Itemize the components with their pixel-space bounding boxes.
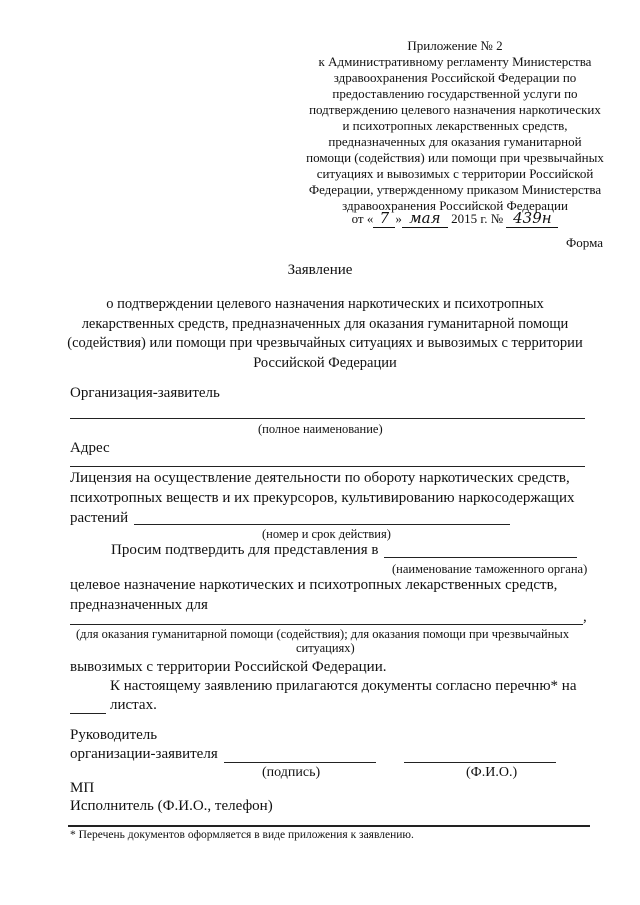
license-number-field[interactable] [134,524,510,525]
header-line: здравоохранения Российской Федерации [342,198,568,213]
full-name-caption: (Ф.И.О.) [466,765,518,780]
date-prefix: от « [351,211,374,226]
address-label: Адрес [70,440,110,456]
attachments-text: К настоящему заявлению прилагаются документы согласно перечню* на [110,678,577,694]
full-name-field[interactable] [404,762,556,763]
org-name-field[interactable] [70,418,585,419]
license-caption: (номер и срок действия) [262,527,391,541]
license-text-line: растений [70,510,129,526]
export-text: вывозимых с территории Российской Федерации. [70,659,387,675]
header-line: предназначенных для оказания гуманитарной [328,134,582,149]
header-line: помощи (содействия) или помощи при чрезвычайных [306,150,604,165]
header-line: предоставлению государственной услуги по [332,86,578,101]
header-line: ситуациях и вывозимых с территории Российской [316,166,594,181]
handwritten-number: 439н [506,211,558,228]
license-text-line: психотропных веществ и их прекурсоров, культивированию наркосодержащих [70,490,575,506]
org-name-caption: (полное наименование) [258,422,383,436]
order-date-line [290,211,620,228]
seal-mark: МП [70,780,95,796]
header-line: здравоохранения Российской Федерации по [333,70,577,85]
footnote: * Перечень документов оформляется в виде приложения к заявлению. [70,829,414,841]
handwritten-month: мая [402,211,448,228]
sheet-count-field[interactable] [70,713,106,714]
head-label: Руководитель [70,727,158,743]
header-line: к Административному регламенту Министерства [318,54,592,69]
date-year-number: 2015 г. № [451,211,504,226]
header-line: Приложение № 2 [407,38,503,53]
signature-field[interactable] [224,762,376,763]
document-title: Заявление [287,262,353,278]
handwritten-day: 7 [373,211,395,228]
head-org-label: организации-заявителя [70,746,218,762]
document-subject: о подтверждении целевого назначения наркотических и психотропных лекарственных средств, предназначенных для оказания гуманитарной помощи (содействия) или помощи при чрезвычайных ситуациях и вывозимых с территории Российской Федерации [67,296,583,371]
purpose-comma: , [583,609,587,625]
request-text: Просим подтвердить для представления в [111,542,379,558]
purpose-field[interactable] [70,624,583,625]
customs-caption: (наименование таможенного органа) [392,562,588,576]
purpose-caption: (для оказания гуманитарной помощи (содействия); для оказания помощи при чрезвычайных [76,627,570,641]
org-label: Организация-заявитель [70,385,220,401]
license-text-line: Лицензия на осуществление деятельности по обороту наркотических средств, [70,470,570,486]
header-line: и психотропных лекарственных средств, [342,118,568,133]
customs-authority-field[interactable] [384,557,577,558]
signature-caption: (подпись) [262,765,321,780]
form-label: Форма [566,235,603,250]
purpose-text-line: целевое назначение наркотических и психотропных лекарственных средств, [70,577,558,593]
executor-label: Исполнитель (Ф.И.О., телефон) [70,798,273,814]
purpose-caption-cont: ситуациях) [296,641,355,655]
date-mid: » [395,211,402,226]
header-line: подтверждению целевого назначения наркотических [309,102,601,117]
footnote-divider [68,825,590,827]
purpose-text-line: предназначенных для [70,597,208,613]
attachments-text-cont: листах. [110,697,157,713]
header-line: Федерации, утвержденному приказом Министерства [308,182,602,197]
address-field[interactable] [70,466,585,467]
